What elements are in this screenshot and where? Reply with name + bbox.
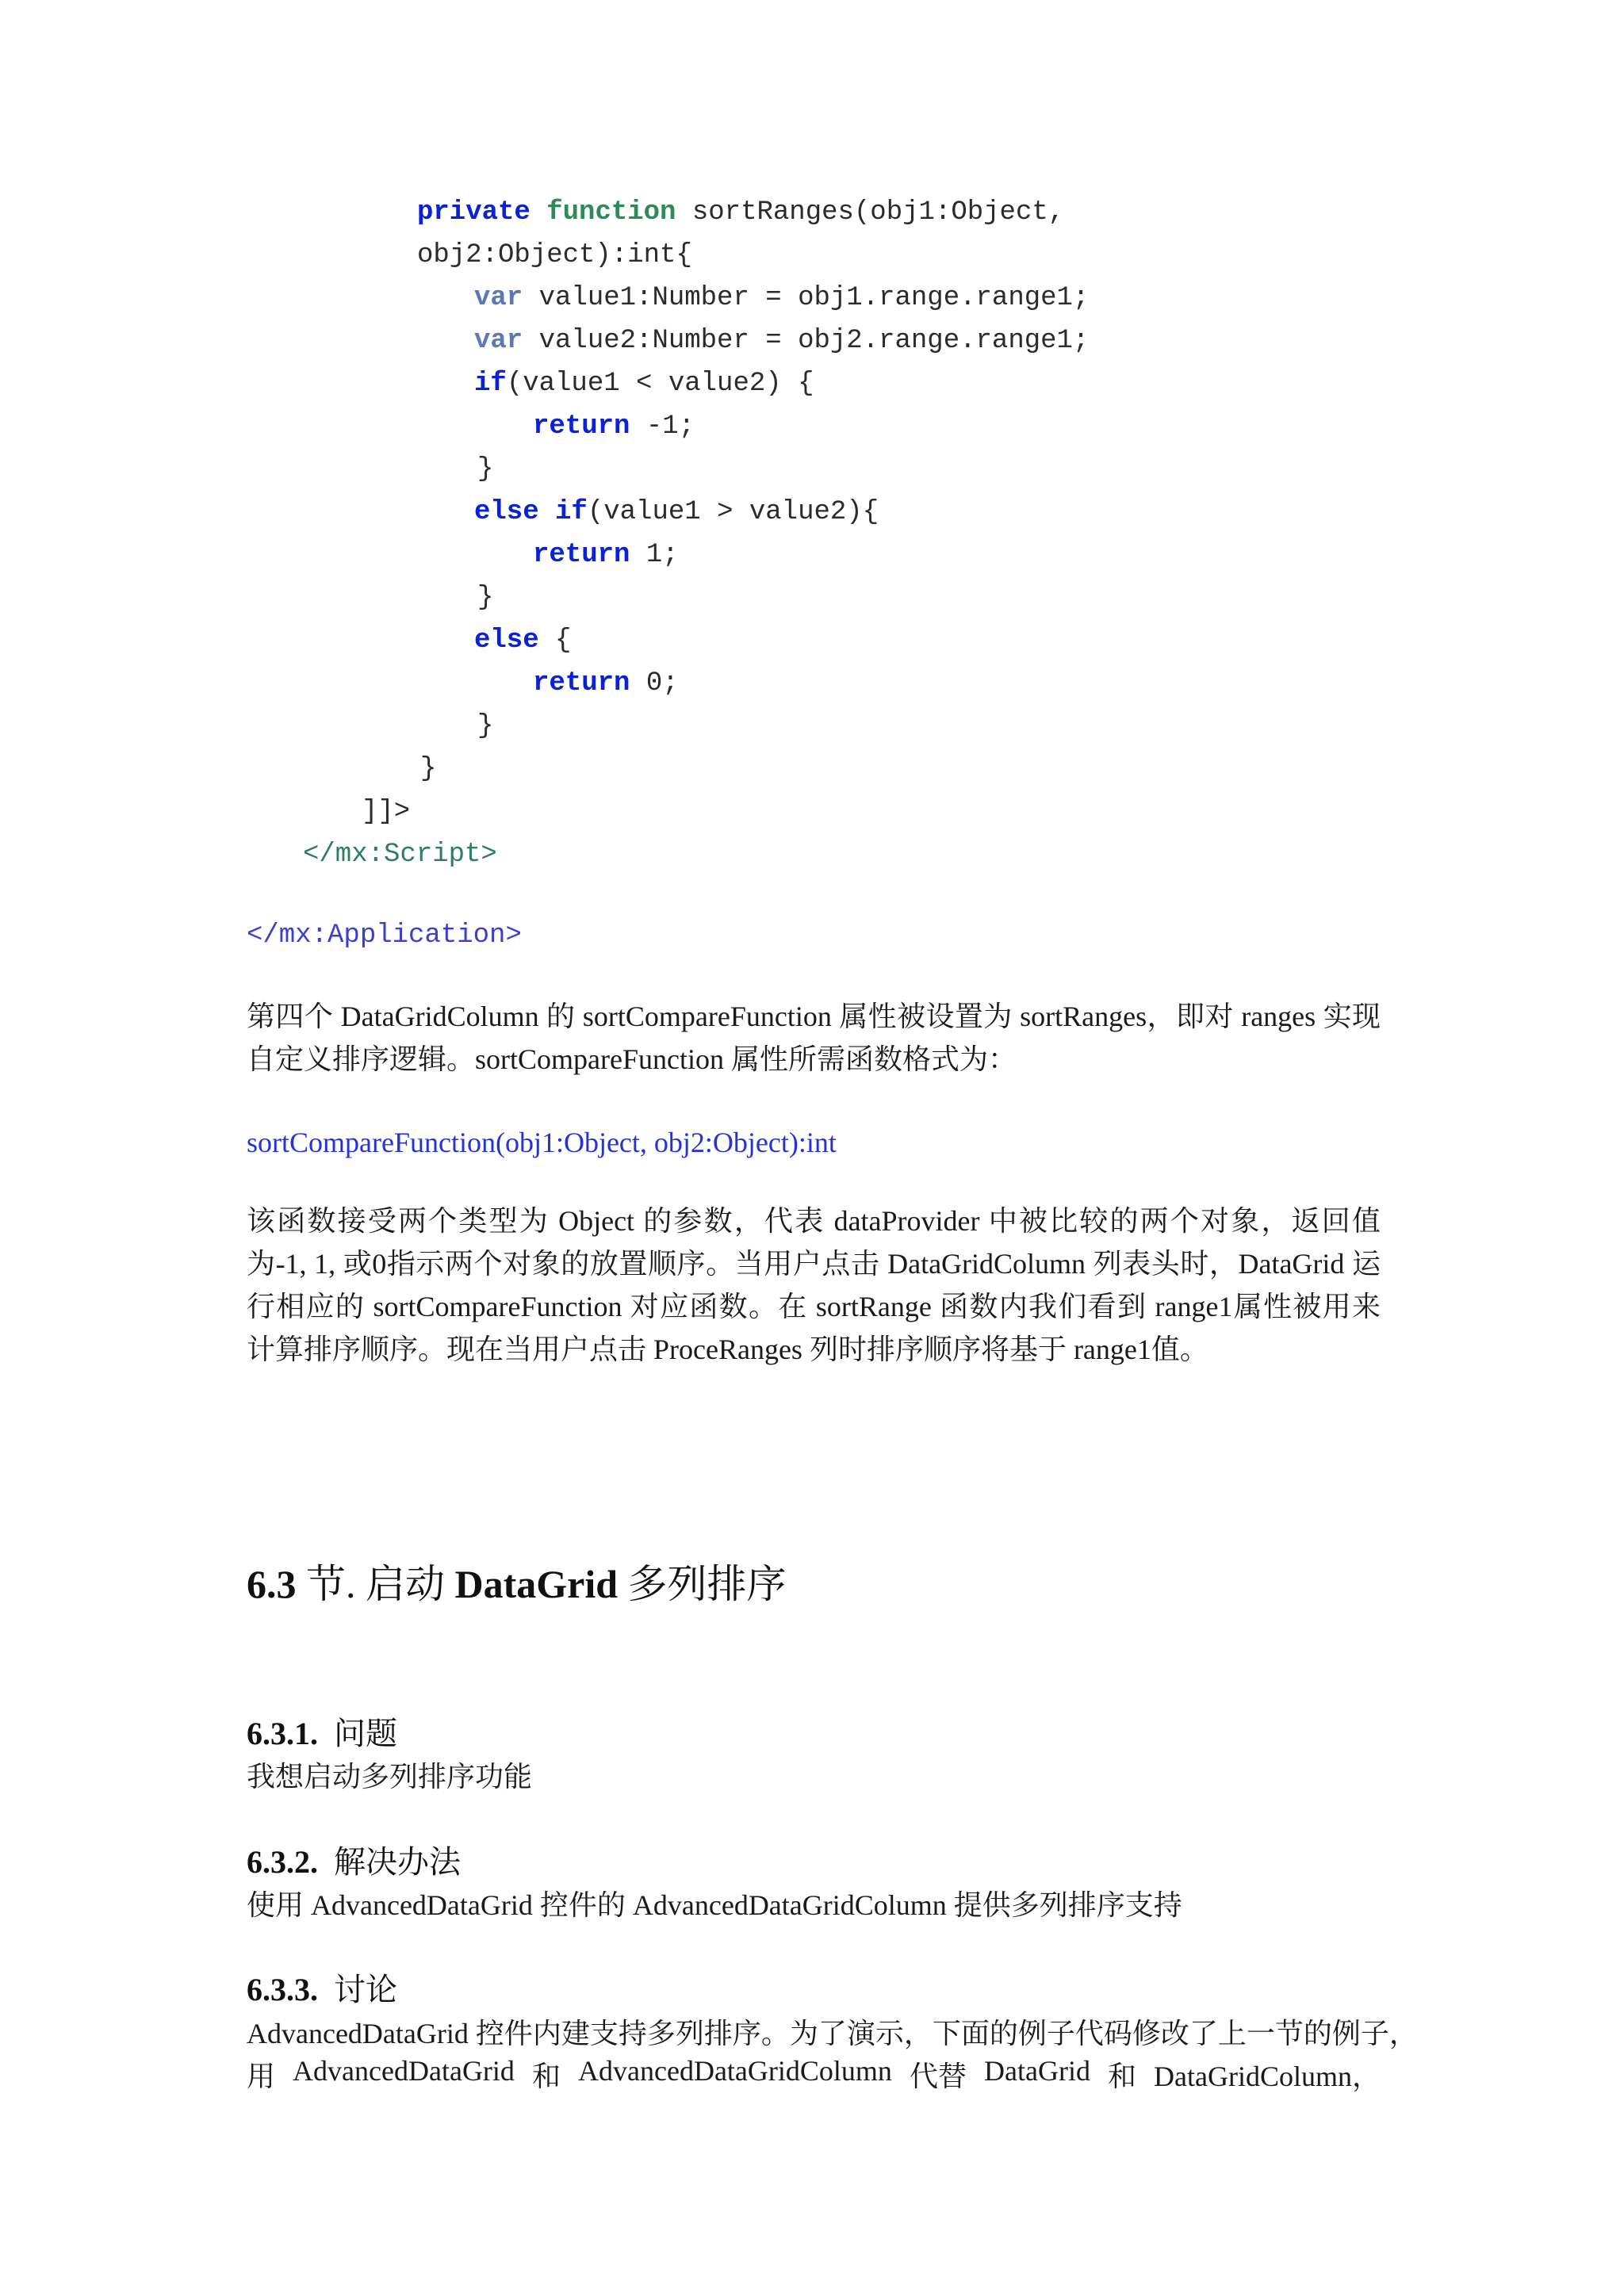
keyword-function: function: [546, 197, 676, 228]
word: DataGrid: [984, 2055, 1090, 2087]
section-title-part: 多列排序: [618, 1562, 787, 1606]
keyword-return: return: [533, 540, 630, 570]
section-title-bold: DataGrid: [454, 1562, 619, 1606]
code-line: }: [420, 754, 437, 784]
code-text: {: [538, 626, 572, 656]
paragraph-sortcompare-details: 该函数接受两个类型为 Object 的参数，代表 dataProvider 中被比较的两个对象，返回值为-1, 1, 或0指示两个对象的放置顺序。当用户点击 DataGridColumn 列表头时，DataGrid 运行相应的 sortCompareFunction 对应函数。在 sortRange 函数内我们看到 range1属性被用来计算排序顺序。现在当用户点击 ProceRanges 列时排序顺序将基于 range1值。: [247, 1205, 1381, 1365]
code-line: [474, 282, 1089, 314]
code-line-script-close: </mx:Script>: [303, 840, 497, 870]
subsection-number: 6.3.3.: [247, 1972, 318, 2007]
code-line-application-close: </mx:Application>: [247, 920, 522, 951]
section-title-part: 节. 启动: [296, 1562, 455, 1606]
keyword-var: var: [474, 326, 523, 356]
subsection-heading-6-3-1: [247, 1709, 397, 1754]
code-text: value1:Number = obj1.range.range1;: [523, 283, 1090, 313]
section-number: 6.3: [247, 1562, 297, 1606]
subsection-title: 解决办法: [318, 1844, 461, 1880]
keyword-else: else: [474, 626, 539, 656]
code-line: }: [477, 711, 494, 741]
keyword-private: private: [417, 197, 530, 228]
code-line: [533, 411, 695, 442]
word: 代替: [909, 2061, 967, 2092]
subsection-heading-6-3-2: [247, 1837, 461, 1882]
function-signature: sortCompareFunction(obj1:Object, obj2:Object):int: [247, 1127, 837, 1158]
code-line: [474, 368, 814, 400]
code-line: [533, 539, 679, 571]
code-line: obj2:Object):int{: [417, 240, 692, 270]
word: 和: [531, 2061, 561, 2092]
keyword-if: if: [555, 497, 588, 527]
section-heading-6-3: [247, 1552, 787, 1609]
code-text: value2:Number = obj2.range.range1;: [523, 326, 1090, 356]
code-line: [533, 668, 679, 699]
subsection-number: 6.3.2.: [247, 1844, 318, 1880]
subsection-body-problem: 我想启动多列排序功能: [247, 1761, 533, 1793]
code-text: (value1 < value2) {: [506, 369, 814, 399]
word: AdvancedDataGrid: [293, 2055, 515, 2087]
paragraph-sortcompare-intro: 第四个 DataGridColumn 的 sortCompareFunction 属性被设置为 sortRanges，即对 ranges 实现自定义排序逻辑。sortCompareFunction 属性所需函数格式为：: [247, 1001, 1381, 1075]
code-text: sortRanges(obj1:Object,: [676, 197, 1065, 228]
subsection-body-solution: 使用 AdvancedDataGrid 控件的 AdvancedDataGridColumn 提供多列排序支持: [247, 1889, 1182, 1921]
subsection-heading-6-3-3: [247, 1965, 397, 2010]
code-line: }: [477, 454, 494, 484]
code-text: 0;: [630, 668, 679, 698]
subsection-title: 问题: [318, 1716, 397, 1751]
code-line: [474, 325, 1089, 357]
code-line: [474, 625, 571, 656]
code-line: ]]>: [362, 797, 411, 827]
code-line: }: [477, 583, 494, 613]
code-line: [474, 496, 879, 528]
code-text: -1;: [630, 411, 695, 442]
code-line: [417, 197, 1064, 228]
keyword-return: return: [533, 668, 630, 698]
subsection-body-discussion-line2: [247, 2054, 1381, 2095]
code-text: 1;: [630, 540, 679, 570]
word: 和: [1107, 2061, 1136, 2092]
word: AdvancedDataGridColumn: [578, 2055, 892, 2087]
subsection-title: 讨论: [318, 1972, 397, 2007]
keyword-return: return: [533, 411, 630, 442]
subsection-body-discussion-line1: AdvancedDataGrid 控件内建支持多列排序。为了演示，下面的例子代码修改了上一节的例子，: [247, 2018, 1418, 2049]
keyword-if: if: [474, 369, 507, 399]
word: 用: [247, 2061, 276, 2092]
code-text: (value1 > value2){: [587, 497, 879, 527]
keyword-else: else: [474, 497, 539, 527]
keyword-var: var: [474, 283, 523, 313]
subsection-number: 6.3.1.: [247, 1716, 318, 1751]
word: DataGridColumn，: [1154, 2061, 1381, 2092]
